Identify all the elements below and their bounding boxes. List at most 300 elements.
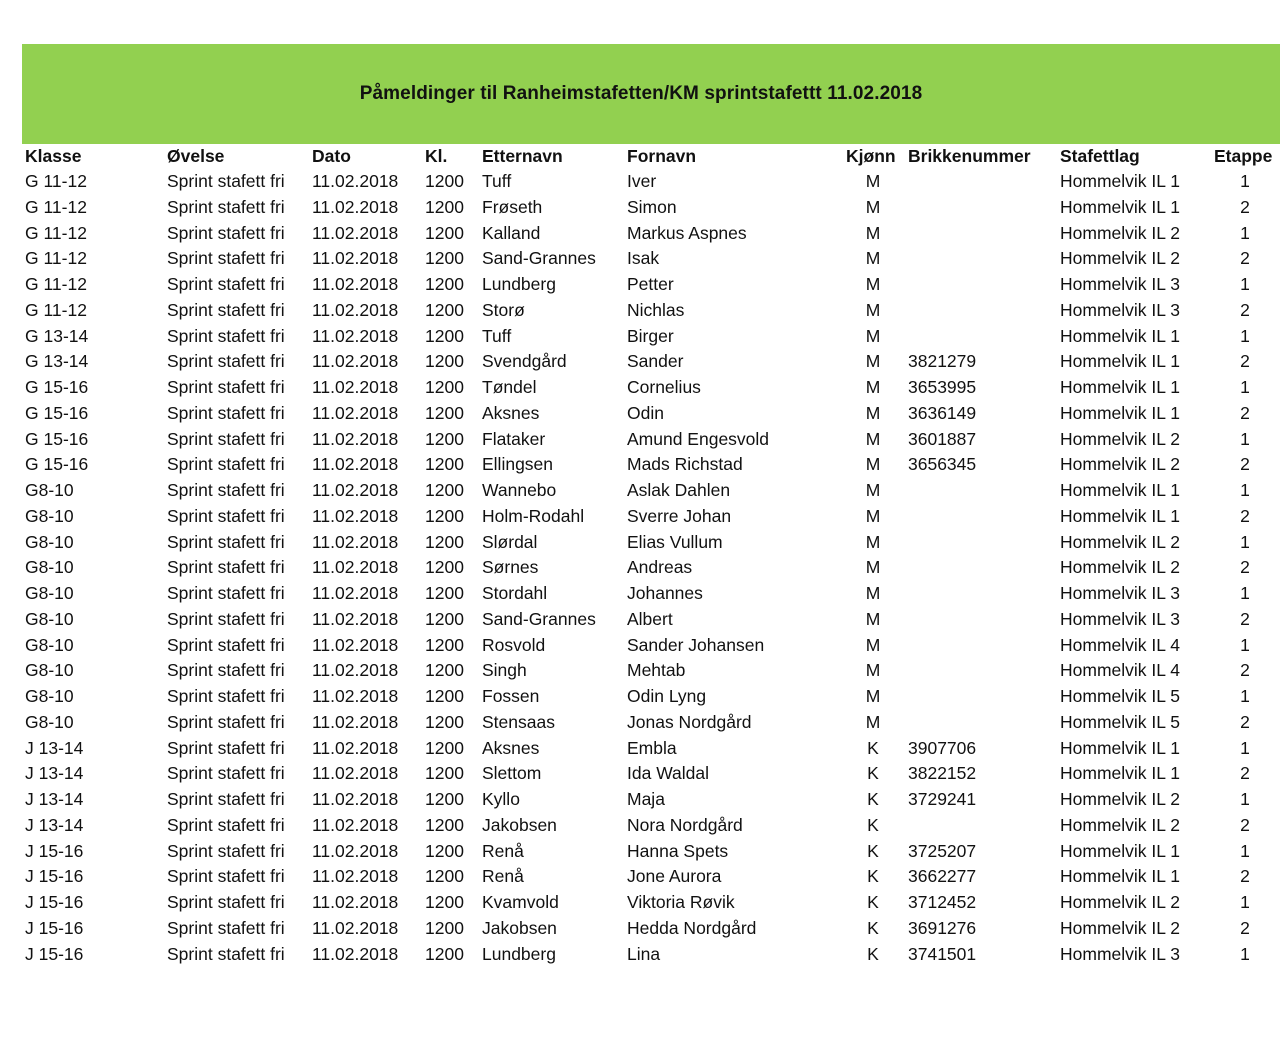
cell-dato: 11.02.2018 [312,351,399,372]
cell-klasse: G 15-16 [25,402,89,423]
cell-kl: 1200 [425,454,464,475]
cell-etternavn: Storø [482,299,525,320]
cell-etternavn: Wannebo [482,480,557,500]
table-row [0,427,1280,453]
header-klasse: Klasse [25,146,82,166]
cell-kjonn: M [865,274,881,294]
cell-stafettlag: Hommelvik IL 1 [1060,480,1180,500]
cell-kl: 1200 [425,711,464,732]
cell-etappe: 2 [1240,351,1250,372]
cell-ovelse: Sprint stafett fri [167,660,285,681]
cell-stafettlag: Hommelvik IL 3 [1060,274,1180,294]
cell-brikkenummer: 3907706 [908,737,977,758]
cell-ovelse: Sprint stafett fri [167,222,285,243]
cell-klasse: G 13-14 [25,325,89,346]
cell-dato: 11.02.2018 [312,608,399,629]
cell-fornavn: Maja [627,789,665,809]
header-kl: Kl. [425,146,448,166]
cell-ovelse: Sprint stafett fri [167,763,285,784]
cell-etternavn: Tøndel [482,377,537,397]
table-row [0,504,1280,530]
cell-kjonn: K [867,866,879,887]
cell-kl: 1200 [425,892,464,912]
cell-brikkenummer: 3729241 [908,789,977,809]
cell-ovelse: Sprint stafett fri [167,789,285,809]
cell-etternavn: Ellingsen [482,454,554,475]
cell-klasse: J 15-16 [25,943,84,964]
cell-klasse: J 13-14 [25,814,84,835]
cell-etternavn: Sørnes [482,557,539,578]
cell-ovelse: Sprint stafett fri [167,917,285,938]
cell-stafettlag: Hommelvik IL 1 [1060,840,1180,861]
cell-ovelse: Sprint stafett fri [167,325,285,346]
cell-ovelse: Sprint stafett fri [167,840,285,861]
cell-etternavn: Sand-Grannes [482,608,596,629]
cell-kjonn: M [865,325,881,346]
cell-dato: 11.02.2018 [312,711,399,732]
cell-stafettlag: Hommelvik IL 3 [1060,583,1180,603]
table-header-row [0,144,1280,169]
cell-klasse: G8-10 [25,557,74,578]
cell-kjonn: K [867,789,879,809]
cell-dato: 11.02.2018 [312,737,399,758]
cell-kjonn: M [865,171,881,191]
cell-stafettlag: Hommelvik IL 1 [1060,377,1180,397]
cell-fornavn: Mads Richstad [627,454,743,475]
cell-klasse: G8-10 [25,480,74,500]
cell-etappe: 2 [1240,557,1250,578]
cell-etappe: 2 [1240,763,1250,784]
table-row [0,324,1280,350]
cell-klasse: J 15-16 [25,866,84,887]
table-row [0,555,1280,581]
cell-stafettlag: Hommelvik IL 1 [1060,351,1180,372]
cell-etternavn: Holm-Rodahl [482,505,585,526]
header-kjonn: Kjønn [846,146,896,166]
cell-stafettlag: Hommelvik IL 2 [1060,248,1180,269]
cell-fornavn: Lina [627,943,661,964]
cell-etappe: 1 [1240,377,1250,397]
cell-dato: 11.02.2018 [312,763,399,784]
cell-kl: 1200 [425,840,464,861]
cell-stafettlag: Hommelvik IL 2 [1060,917,1180,938]
cell-etternavn: Aksnes [482,402,540,423]
cell-kjonn: M [865,480,881,500]
table-row [0,195,1280,221]
cell-etternavn: Aksnes [482,737,540,758]
cell-dato: 11.02.2018 [312,480,399,500]
cell-kl: 1200 [425,737,464,758]
cell-klasse: J 15-16 [25,892,84,912]
cell-fornavn: Hedda Nordgård [627,917,757,938]
table-row [0,349,1280,375]
cell-etternavn: Kyllo [482,789,520,809]
cell-kjonn: K [867,892,879,912]
cell-kjonn: K [867,814,879,835]
header-brikkenummer: Brikkenummer [908,146,1031,166]
cell-fornavn: Sander Johansen [627,634,765,655]
cell-kjonn: M [865,686,881,706]
cell-brikkenummer: 3822152 [908,763,977,784]
cell-etappe: 1 [1240,686,1250,706]
cell-etternavn: Singh [482,660,527,681]
cell-dato: 11.02.2018 [312,196,399,217]
cell-kl: 1200 [425,248,464,269]
cell-ovelse: Sprint stafett fri [167,711,285,732]
cell-etappe: 2 [1240,299,1250,320]
cell-dato: 11.02.2018 [312,686,399,706]
cell-kl: 1200 [425,377,464,397]
cell-etappe: 2 [1240,660,1250,681]
cell-fornavn: Sverre Johan [627,505,732,526]
cell-stafettlag: Hommelvik IL 1 [1060,196,1180,217]
cell-kl: 1200 [425,583,464,603]
cell-brikkenummer: 3821279 [908,351,977,372]
cell-stafettlag: Hommelvik IL 1 [1060,325,1180,346]
cell-dato: 11.02.2018 [312,557,399,578]
cell-brikkenummer: 3725207 [908,840,977,861]
cell-stafettlag: Hommelvik IL 3 [1060,608,1180,629]
cell-etappe: 1 [1240,325,1250,346]
cell-dato: 11.02.2018 [312,892,399,912]
table-row [0,375,1280,401]
cell-etternavn: Tuff [482,325,512,346]
cell-stafettlag: Hommelvik IL 5 [1060,686,1180,706]
cell-kl: 1200 [425,428,464,449]
table-row [0,710,1280,736]
cell-etternavn: Frøseth [482,196,543,217]
table-row [0,298,1280,324]
cell-etappe: 1 [1240,840,1250,861]
cell-dato: 11.02.2018 [312,917,399,938]
header-etappe: Etappe [1214,146,1273,166]
cell-stafettlag: Hommelvik IL 4 [1060,634,1180,655]
cell-ovelse: Sprint stafett fri [167,866,285,887]
cell-ovelse: Sprint stafett fri [167,814,285,835]
table-row [0,813,1280,839]
cell-brikkenummer: 3741501 [908,943,977,964]
cell-etappe: 1 [1240,222,1250,243]
cell-klasse: G8-10 [25,686,74,706]
cell-klasse: G 11-12 [25,171,87,191]
cell-kjonn: M [865,299,881,320]
cell-kl: 1200 [425,480,464,500]
cell-kjonn: K [867,840,879,861]
cell-etappe: 1 [1240,583,1250,603]
cell-klasse: G8-10 [25,660,74,681]
cell-klasse: G 11-12 [25,274,87,294]
cell-kjonn: M [865,351,881,372]
cell-klasse: G8-10 [25,531,74,552]
cell-kl: 1200 [425,763,464,784]
cell-etappe: 2 [1240,866,1250,887]
cell-stafettlag: Hommelvik IL 5 [1060,711,1180,732]
registration-table [0,144,1280,967]
cell-etternavn: Slørdal [482,531,538,552]
cell-klasse: G 11-12 [25,299,87,320]
cell-kl: 1200 [425,866,464,887]
cell-kl: 1200 [425,634,464,655]
cell-kl: 1200 [425,557,464,578]
cell-fornavn: Mehtab [627,660,686,681]
cell-kjonn: M [865,583,881,603]
header-fornavn: Fornavn [627,146,697,166]
cell-dato: 11.02.2018 [312,248,399,269]
cell-dato: 11.02.2018 [312,583,399,603]
cell-dato: 11.02.2018 [312,840,399,861]
cell-etternavn: Stensaas [482,711,555,732]
cell-etternavn: Renå [482,866,524,887]
cell-ovelse: Sprint stafett fri [167,274,285,294]
cell-dato: 11.02.2018 [312,428,399,449]
table-row [0,169,1280,195]
cell-brikkenummer: 3662277 [908,866,977,887]
cell-ovelse: Sprint stafett fri [167,892,285,912]
title-banner [22,44,1280,144]
header-dato: Dato [312,146,351,166]
cell-kjonn: M [865,222,881,243]
cell-ovelse: Sprint stafett fri [167,196,285,217]
table-row [0,684,1280,710]
table-row [0,633,1280,659]
header-stafettlag: Stafettlag [1060,146,1140,166]
cell-kjonn: M [865,505,881,526]
cell-kl: 1200 [425,608,464,629]
table-row [0,221,1280,247]
cell-klasse: G 11-12 [25,196,87,217]
cell-etappe: 2 [1240,248,1250,269]
cell-ovelse: Sprint stafett fri [167,583,285,603]
cell-etternavn: Fossen [482,686,540,706]
cell-fornavn: Elias Vullum [627,531,723,552]
cell-etappe: 2 [1240,196,1250,217]
cell-etappe: 2 [1240,505,1250,526]
cell-stafettlag: Hommelvik IL 3 [1060,299,1180,320]
cell-ovelse: Sprint stafett fri [167,557,285,578]
cell-stafettlag: Hommelvik IL 2 [1060,428,1180,449]
cell-fornavn: Odin [627,402,664,423]
cell-brikkenummer: 3656345 [908,454,977,475]
table-row [0,607,1280,633]
cell-dato: 11.02.2018 [312,171,399,191]
cell-dato: 11.02.2018 [312,299,399,320]
table-row [0,658,1280,684]
cell-kjonn: M [865,711,881,732]
cell-etternavn: Jakobsen [482,917,557,938]
cell-stafettlag: Hommelvik IL 1 [1060,402,1180,423]
cell-stafettlag: Hommelvik IL 1 [1060,505,1180,526]
table-row [0,530,1280,556]
cell-etternavn: Slettom [482,763,542,784]
cell-etappe: 1 [1240,634,1250,655]
cell-ovelse: Sprint stafett fri [167,171,285,191]
cell-fornavn: Johannes [627,583,703,603]
cell-kjonn: M [865,402,881,423]
cell-etappe: 1 [1240,531,1250,552]
cell-dato: 11.02.2018 [312,505,399,526]
cell-ovelse: Sprint stafett fri [167,428,285,449]
cell-kjonn: K [867,763,879,784]
cell-etternavn: Renå [482,840,524,861]
cell-ovelse: Sprint stafett fri [167,402,285,423]
cell-kl: 1200 [425,222,464,243]
cell-fornavn: Nichlas [627,299,685,320]
cell-stafettlag: Hommelvik IL 2 [1060,557,1180,578]
cell-ovelse: Sprint stafett fri [167,686,285,706]
cell-dato: 11.02.2018 [312,531,399,552]
cell-etternavn: Lundberg [482,274,556,294]
cell-kl: 1200 [425,171,464,191]
cell-brikkenummer: 3601887 [908,428,977,449]
cell-stafettlag: Hommelvik IL 1 [1060,171,1180,191]
cell-etternavn: Svendgård [482,351,567,372]
cell-etappe: 2 [1240,402,1250,423]
cell-stafettlag: Hommelvik IL 2 [1060,531,1180,552]
cell-etappe: 2 [1240,711,1250,732]
cell-etternavn: Tuff [482,171,512,191]
table-row [0,942,1280,968]
cell-stafettlag: Hommelvik IL 2 [1060,789,1180,809]
table-row [0,916,1280,942]
cell-ovelse: Sprint stafett fri [167,531,285,552]
cell-etappe: 1 [1240,428,1250,449]
cell-stafettlag: Hommelvik IL 3 [1060,943,1180,964]
cell-kl: 1200 [425,351,464,372]
cell-kjonn: M [865,454,881,475]
table-row [0,839,1280,865]
table-row [0,452,1280,478]
cell-fornavn: Jonas Nordgård [627,711,752,732]
table-row [0,581,1280,607]
cell-dato: 11.02.2018 [312,660,399,681]
cell-klasse: J 15-16 [25,917,84,938]
cell-etappe: 1 [1240,737,1250,758]
page-title: Påmeldinger til Ranheimstafetten/KM sprintstafettt 11.02.2018 [359,83,923,104]
cell-stafettlag: Hommelvik IL 2 [1060,892,1180,912]
cell-klasse: G 11-12 [25,222,87,243]
cell-fornavn: Birger [627,325,674,346]
cell-dato: 11.02.2018 [312,222,399,243]
cell-dato: 11.02.2018 [312,789,399,809]
cell-ovelse: Sprint stafett fri [167,351,285,372]
cell-fornavn: Cornelius [627,377,701,397]
cell-etappe: 1 [1240,480,1250,500]
cell-stafettlag: Hommelvik IL 4 [1060,660,1180,681]
cell-etappe: 1 [1240,892,1250,912]
cell-klasse: G 15-16 [25,428,89,449]
cell-fornavn: Aslak Dahlen [627,480,731,500]
cell-dato: 11.02.2018 [312,325,399,346]
cell-brikkenummer: 3653995 [908,377,977,397]
cell-ovelse: Sprint stafett fri [167,608,285,629]
cell-etappe: 2 [1240,608,1250,629]
cell-ovelse: Sprint stafett fri [167,299,285,320]
cell-kjonn: M [865,557,881,578]
table-body [0,169,1280,967]
cell-kl: 1200 [425,325,464,346]
cell-kjonn: M [865,248,881,269]
table-row [0,246,1280,272]
cell-ovelse: Sprint stafett fri [167,248,285,269]
cell-fornavn: Nora Nordgård [627,814,743,835]
table-row [0,272,1280,298]
cell-fornavn: Petter [627,274,674,294]
cell-ovelse: Sprint stafett fri [167,634,285,655]
cell-ovelse: Sprint stafett fri [167,505,285,526]
cell-dato: 11.02.2018 [312,943,399,964]
cell-fornavn: Hanna Spets [627,840,729,861]
cell-klasse: G8-10 [25,711,74,732]
cell-kl: 1200 [425,789,464,809]
cell-kl: 1200 [425,531,464,552]
cell-kjonn: K [867,943,879,964]
cell-stafettlag: Hommelvik IL 2 [1060,222,1180,243]
cell-fornavn: Markus Aspnes [627,222,747,243]
cell-fornavn: Viktoria Røvik [627,892,735,912]
cell-etternavn: Rosvold [482,634,546,655]
cell-fornavn: Jone Aurora [627,866,722,887]
cell-kjonn: K [867,737,879,758]
cell-fornavn: Isak [627,248,660,269]
cell-etappe: 1 [1240,171,1250,191]
table-row [0,761,1280,787]
cell-fornavn: Odin Lyng [627,686,707,706]
cell-etappe: 1 [1240,943,1250,964]
cell-fornavn: Sander [627,351,684,372]
cell-kl: 1200 [425,943,464,964]
cell-kjonn: K [867,917,879,938]
table-row [0,864,1280,890]
cell-ovelse: Sprint stafett fri [167,480,285,500]
cell-stafettlag: Hommelvik IL 1 [1060,737,1180,758]
cell-etternavn: Flataker [482,428,546,449]
cell-fornavn: Ida Waldal [627,763,710,784]
cell-kl: 1200 [425,505,464,526]
cell-etappe: 1 [1240,789,1250,809]
cell-kl: 1200 [425,917,464,938]
cell-dato: 11.02.2018 [312,274,399,294]
header-etternavn: Etternavn [482,146,563,166]
cell-fornavn: Andreas [627,557,693,578]
cell-fornavn: Albert [627,608,673,629]
cell-dato: 11.02.2018 [312,402,399,423]
cell-dato: 11.02.2018 [312,634,399,655]
cell-klasse: G8-10 [25,608,74,629]
header-ovelse: Øvelse [167,146,225,166]
cell-kl: 1200 [425,402,464,423]
cell-stafettlag: Hommelvik IL 2 [1060,454,1180,475]
cell-ovelse: Sprint stafett fri [167,943,285,964]
cell-dato: 11.02.2018 [312,377,399,397]
cell-kl: 1200 [425,274,464,294]
cell-klasse: G 15-16 [25,454,89,475]
cell-ovelse: Sprint stafett fri [167,377,285,397]
cell-kl: 1200 [425,686,464,706]
cell-kl: 1200 [425,299,464,320]
cell-klasse: G8-10 [25,634,74,655]
cell-fornavn: Embla [627,737,677,758]
cell-stafettlag: Hommelvik IL 1 [1060,866,1180,887]
cell-kjonn: M [865,531,881,552]
cell-kjonn: M [865,428,881,449]
cell-ovelse: Sprint stafett fri [167,454,285,475]
cell-klasse: J 13-14 [25,763,84,784]
table-row [0,736,1280,762]
cell-klasse: G8-10 [25,505,74,526]
cell-brikkenummer: 3636149 [908,402,977,423]
cell-klasse: J 13-14 [25,737,84,758]
cell-klasse: J 13-14 [25,789,84,809]
